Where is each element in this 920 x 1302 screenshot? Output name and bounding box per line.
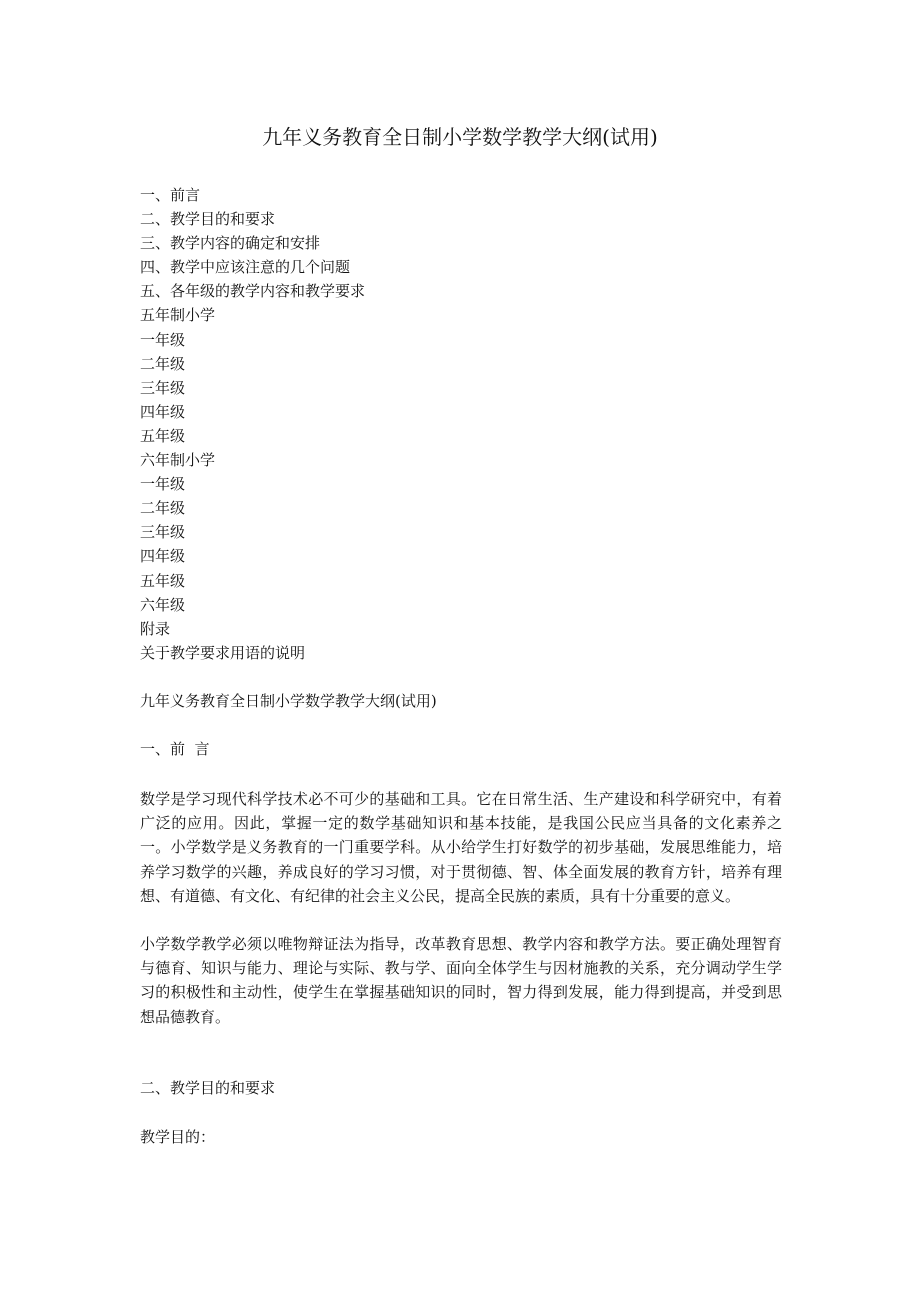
table-of-contents [140,183,365,665]
toc-item: 二年级 [140,499,186,518]
body-title: 九年义务教育全日制小学数学教学大纲(试用) [140,692,437,710]
section-heading-goals: 二、教学目的和要求 [140,1079,276,1097]
toc-item: 一年级 [140,475,186,494]
toc-item: 五年制小学 [140,306,216,325]
subheading-teaching-purpose: 教学目的： [140,1128,216,1146]
paragraph: 数学是学习现代科学技术必不可少的基础和工具。它在日常生活、生产建设和科学研究中，有着广泛的应用。因此，掌握一定的数学基础知识和基本技能，是我国公民应当具备的文化素养之一。小学数学是义务教育的一门重要学科。从小给学生打好数学的初步基础，发展思维能力，培养学习数学的兴趣，养成良好的学习习惯，对于贯彻德、智、体全面发展的教育方针，培养有理想、有道德、有文化、有纪律的社会主义公民，提高全民族的素质，具有十分重要的意义。 [140,790,782,905]
toc-item: 五年级 [140,571,186,590]
toc-item: 二、教学目的和要求 [140,210,276,229]
document-title: 九年义务教育全日制小学数学教学大纲(试用) [262,125,658,149]
toc-item: 三年级 [140,378,186,397]
toc-item: 三年级 [140,523,186,542]
toc-item: 一年级 [140,330,186,349]
toc-item: 二年级 [140,354,186,373]
toc-item: 五年级 [140,426,186,445]
toc-item: 六年制小学 [140,451,216,470]
toc-item: 三、教学内容的确定和安排 [140,234,321,253]
toc-item: 关于教学要求用语的说明 [140,643,306,662]
section-heading-preface: 一、前 言 [140,740,210,758]
paragraph: 小学数学教学必须以唯物辩证法为指导，改革教育思想、教学内容和教学方法。要正确处理智育与德育、知识与能力、理论与实际、教与学、面向全体学生与因材施教的关系，充分调动学生学习的积极性和主动性，使学生在掌握基础知识的同时，智力得到发展，能力得到提高，并受到思想品德教育。 [140,935,782,1026]
toc-item: 附录 [140,619,171,638]
toc-item: 四年级 [140,402,186,421]
toc-item: 五、各年级的教学内容和教学要求 [140,282,366,301]
toc-item: 四、教学中应该注意的几个问题 [140,258,351,277]
toc-item: 六年级 [140,595,186,614]
toc-item: 一、前言 [140,186,201,204]
toc-item: 四年级 [140,547,186,566]
